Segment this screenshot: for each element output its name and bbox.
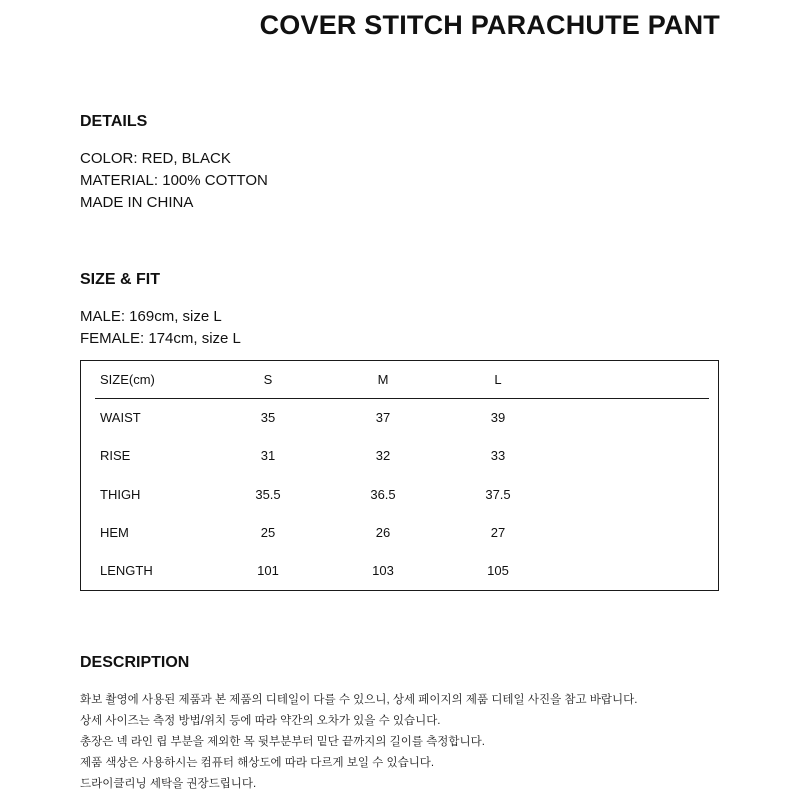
origin-line: MADE IN CHINA (80, 194, 194, 211)
row-label-hem: HEM (100, 525, 129, 540)
male-model-line: MALE: 169cm, size L (80, 308, 222, 325)
table-header-divider (95, 398, 709, 399)
thigh-value-m: 36.5 (370, 487, 396, 502)
row-label-rise: RISE (100, 448, 131, 463)
rise-value-m: 32 (375, 448, 391, 463)
size-header-label: SIZE(cm) (100, 372, 155, 387)
rise-value-l: 33 (490, 448, 506, 463)
thigh-value-l: 37.5 (485, 487, 511, 502)
length-value-l: 105 (487, 563, 509, 578)
hem-value-s: 25 (260, 525, 276, 540)
female-model-line: FEMALE: 174cm, size L (80, 330, 241, 347)
waist-value-l: 39 (490, 410, 506, 425)
waist-value-m: 37 (375, 410, 391, 425)
row-label-length: LENGTH (100, 563, 153, 578)
size-table (80, 360, 719, 591)
size-header-m: M (377, 372, 389, 387)
color-line: COLOR: RED, BLACK (80, 150, 231, 167)
description-heading: DESCRIPTION (80, 654, 190, 671)
description-line: 총장은 넥 라인 립 부분을 제외한 목 뒷부분부터 밑단 끝까지의 길이를 측정합니다. (80, 736, 485, 748)
length-value-s: 101 (257, 563, 279, 578)
row-label-waist: WAIST (100, 410, 141, 425)
rise-value-s: 31 (260, 448, 276, 463)
size-fit-heading: SIZE & FIT (80, 271, 160, 288)
description-line: 화보 촬영에 사용된 제품과 본 제품의 디테일이 다를 수 있으니, 상세 페이지의 제품 디테일 사진을 참고 바랍니다. (80, 694, 638, 706)
size-header-s: S (263, 372, 273, 387)
details-heading: DETAILS (80, 113, 148, 130)
length-value-m: 103 (372, 563, 394, 578)
hem-value-m: 26 (375, 525, 391, 540)
hem-value-l: 27 (490, 525, 506, 540)
description-line: 제품 색상은 사용하시는 컴퓨터 해상도에 따라 다르게 보일 수 있습니다. (80, 757, 435, 769)
size-header-l: L (494, 372, 502, 387)
description-line: 상세 사이즈는 측정 방법/위치 등에 따라 약간의 오차가 있을 수 있습니다. (80, 715, 441, 727)
waist-value-s: 35 (260, 410, 276, 425)
page-title: COVER STITCH PARACHUTE PANT (259, 10, 720, 40)
thigh-value-s: 35.5 (255, 487, 281, 502)
row-label-thigh: THIGH (100, 487, 141, 502)
description-line: 드라이클리닝 세탁을 권장드립니다. (80, 778, 257, 790)
material-line: MATERIAL: 100% COTTON (80, 172, 268, 189)
